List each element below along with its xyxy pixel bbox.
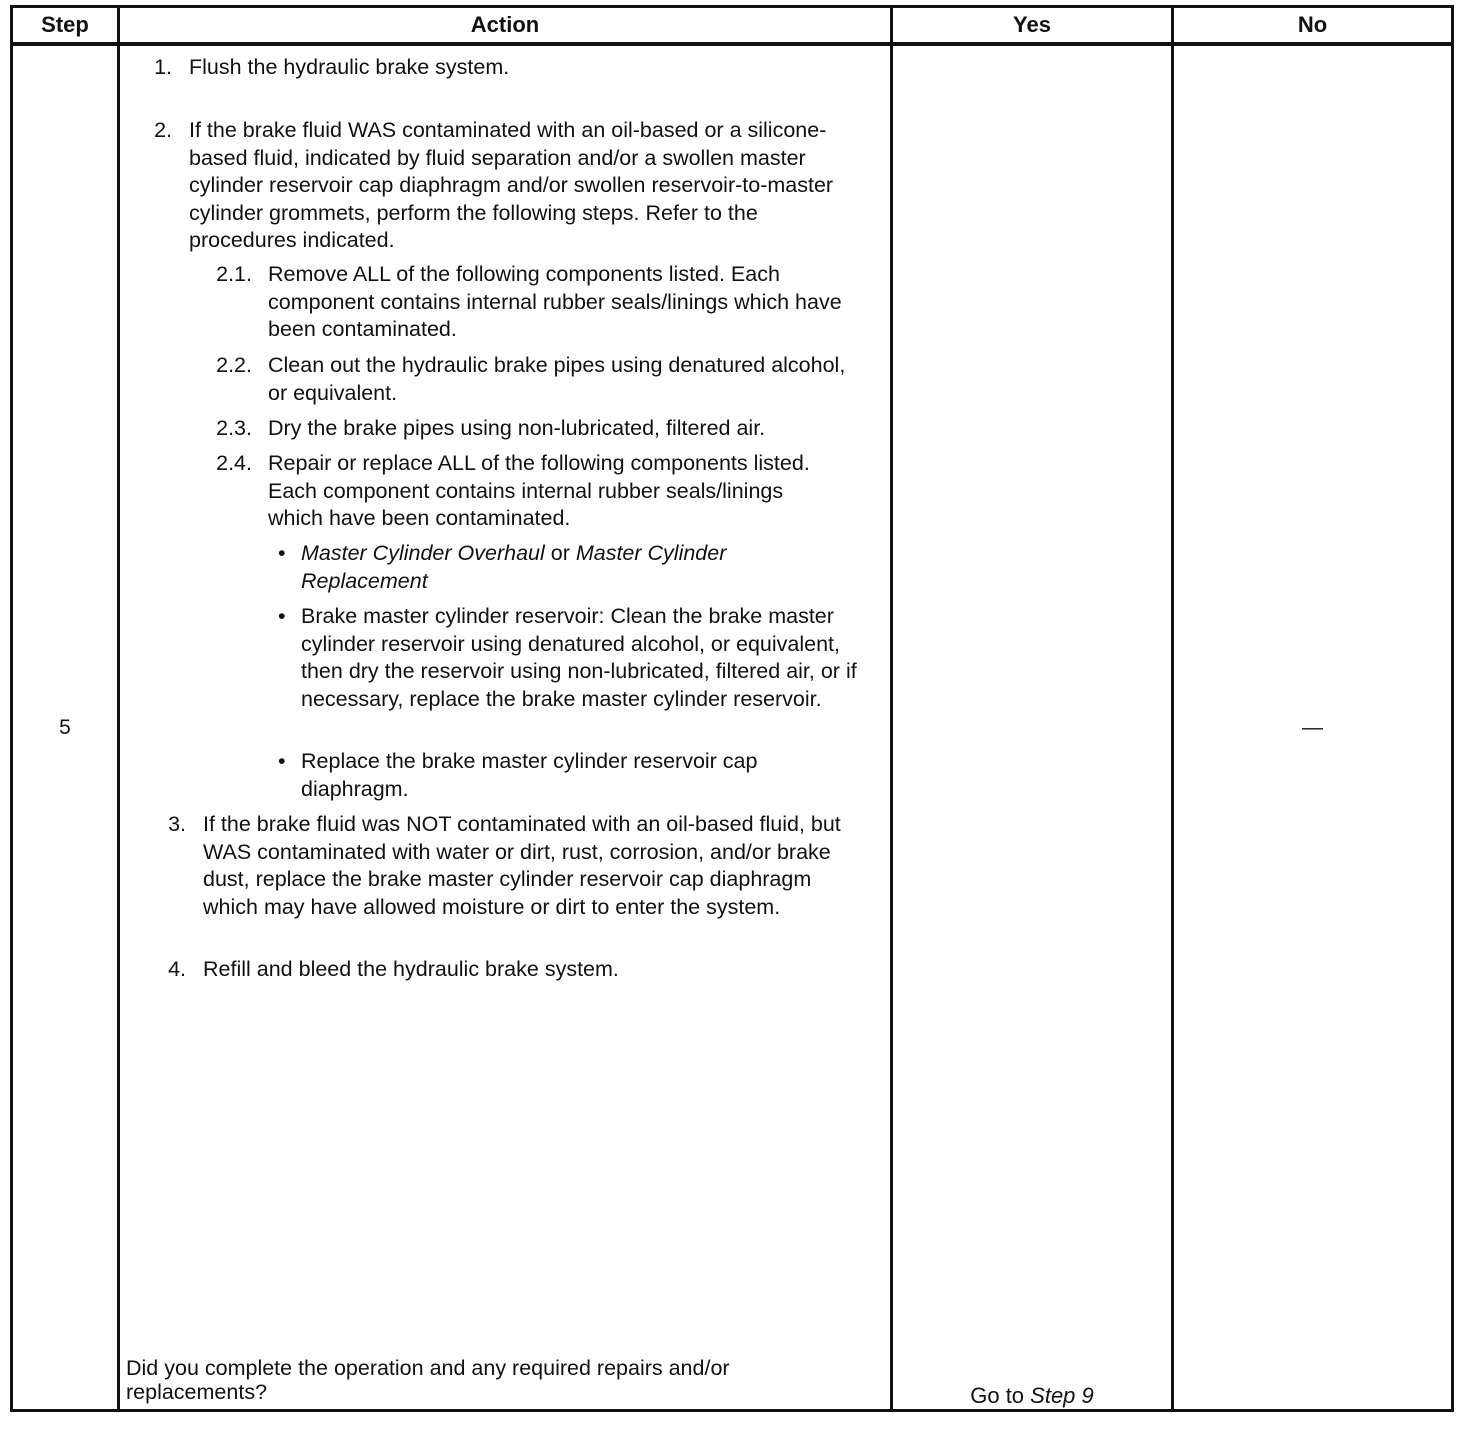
bullet-icon: • [278,541,286,565]
bullet-or: or [544,541,576,565]
bullet-icon: • [278,604,286,628]
substep-num: 2.1. [216,262,252,286]
step-num: 3. [168,812,186,836]
step-text: If the brake fluid WAS contaminated with an oil-based or a silicone-based fluid, indicated by fluid separation and/or a swollen master cylinder reservoir cap diaphragm and/or swollen reservoir-to-master cylinder grommets, perform the following steps. Refer to the procedures indicated. [189,118,834,252]
step-num: 2. [154,118,172,142]
bullet-text: Replace the brake master cylinder reservoir cap diaphragm. [301,749,758,801]
step-text: Refill and bleed the hydraulic brake system. [203,957,619,981]
bullet-text: Brake master cylinder reservoir: Clean the brake master cylinder reservoir using denatured alcohol, or equivalent, then dry the reservoir using non-lubricated, filtered air, or if necessary, replace the brake master cylinder reservoir. [301,604,857,711]
yes-cell [892,44,1173,1411]
step-number: 5 [12,44,119,1411]
yes-prefix: Go to [970,1383,1031,1408]
substep-text: Remove ALL of the following components listed. Each component contains internal rubber seals/linings which have been contaminated. [268,262,842,341]
substep-num: 2.2. [216,353,252,377]
substep-text: Dry the brake pipes using non-lubricated, filtered air. [268,416,766,440]
bullet-icon: • [278,749,286,773]
step-num: 1. [154,55,172,79]
substep-num: 2.4. [216,451,252,475]
substep-text: Repair or replace ALL of the following components listed. Each component contains internal rubber seals/linings which have been contaminated. [268,451,810,530]
header-action: Action [119,7,892,45]
bullet-text [301,540,732,595]
step-text: Flush the hydraulic brake system. [189,55,510,79]
no-cell [1173,44,1453,1411]
step-num: 4. [168,957,186,981]
step-text: If the brake fluid was NOT contaminated with an oil-based fluid, but WAS contaminated with water or dirt, rust, corrosion, and/or brake dust, replace the brake master cylinder reservoir cap diaphragm which may have allowed moisture or dirt to enter the system. [203,812,841,919]
goto-step-9-link[interactable]: Step 9 [1030,1383,1094,1408]
no-dash: — [1302,715,1323,739]
header-yes: Yes [892,7,1173,45]
substep-num: 2.3. [216,416,252,440]
substep-text: Clean out the hydraulic brake pipes using denatured alcohol, or equivalent. [268,353,846,405]
diagnostic-table [10,5,1454,1412]
link-master-cylinder-replacement[interactable]: Master Cylinder Replacement [301,541,727,593]
table-row [12,44,1453,1411]
link-master-cylinder-overhaul[interactable]: Master Cylinder Overhaul [301,541,545,565]
header-no: No [1173,7,1453,45]
header-step: Step [12,7,119,45]
action-cell [119,44,892,1411]
header-row [12,7,1453,45]
question-text: Did you complete the operation and any required repairs and/or replacements? [126,1356,730,1404]
